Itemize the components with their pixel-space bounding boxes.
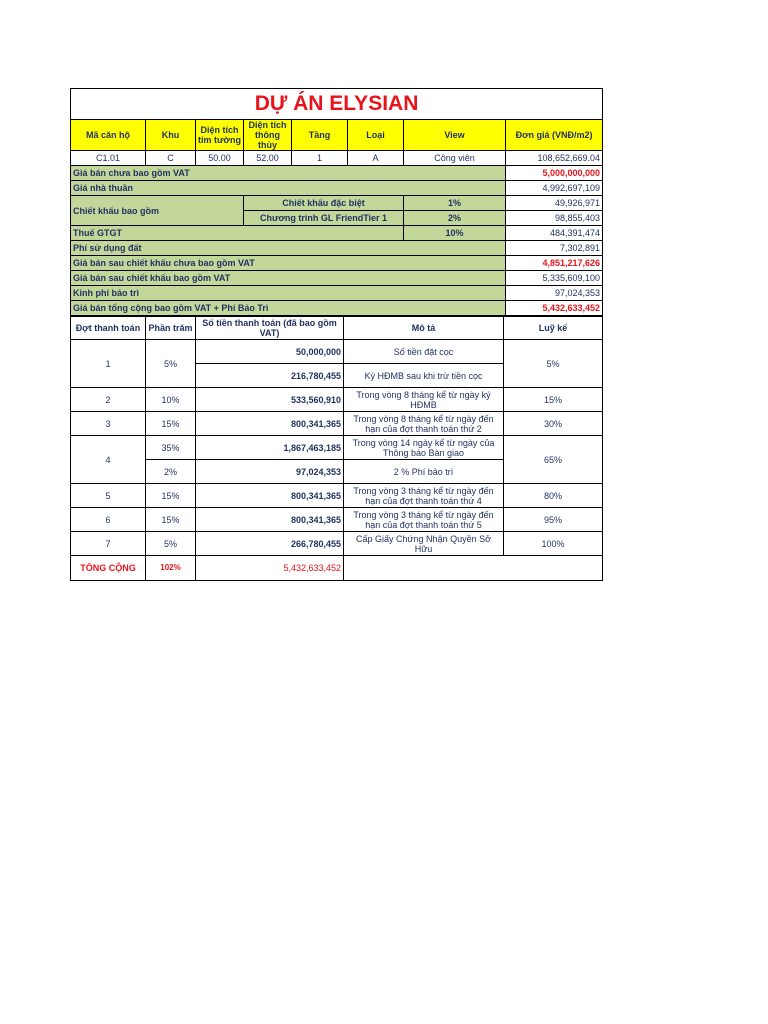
unit-zone: C <box>146 151 196 166</box>
payment-round: 3 <box>71 412 146 436</box>
vat-value: 484,391,474 <box>506 226 603 241</box>
unit-area-wall: 50.00 <box>196 151 244 166</box>
after-discount-no-vat-value: 4,851,217,626 <box>506 256 603 271</box>
unit-view: Công viên <box>404 151 506 166</box>
maintenance-fee-value: 97,024,353 <box>506 286 603 301</box>
header-view: View <box>404 120 506 151</box>
discount-label: Chiết khấu bao gồm <box>71 196 244 226</box>
payment-round: 5 <box>71 484 146 508</box>
payment-percent: 35% <box>146 436 196 460</box>
payment-round: 1 <box>71 340 146 388</box>
discount-special-label: Chiết khấu đặc biệt <box>244 196 404 211</box>
payment-cumulative: 80% <box>504 484 603 508</box>
payment-amount: 1,867,463,185 <box>196 436 344 460</box>
table-row <box>71 484 603 508</box>
payment-cumulative: 100% <box>504 532 603 556</box>
land-fee-label: Phí sử dụng đất <box>71 241 506 256</box>
payment-percent: 5% <box>146 532 196 556</box>
payment-round: 7 <box>71 532 146 556</box>
payment-cumulative: 15% <box>504 388 603 412</box>
after-discount-vat-value: 5,335,609,100 <box>506 271 603 286</box>
header-floor: Tầng <box>292 120 348 151</box>
discount-program-pct: 2% <box>404 211 506 226</box>
payment-desc: Trong vòng 8 tháng kể từ ngày ký HĐMB <box>344 388 504 412</box>
total-percent: 102% <box>146 556 196 581</box>
maintenance-fee-label: Kinh phí bảo trì <box>71 286 506 301</box>
net-price-value: 4,992,697,109 <box>506 181 603 196</box>
vat-pct: 10% <box>404 226 506 241</box>
payment-percent: 15% <box>146 412 196 436</box>
payment-cumulative: 5% <box>504 340 603 388</box>
net-price-label: Giá nhà thuần <box>71 181 506 196</box>
header-type: Loại <box>348 120 404 151</box>
unit-type: A <box>348 151 404 166</box>
table-row <box>71 412 603 436</box>
unit-area-clear: 52.00 <box>244 151 292 166</box>
total-price-label: Giá bán tổng cộng bao gồm VAT + Phí Bảo Trì <box>71 301 506 316</box>
table-row <box>71 532 603 556</box>
payment-amount: 800,341,365 <box>196 508 344 532</box>
discount-special-value: 49,926,971 <box>506 196 603 211</box>
payment-desc: Trong vòng 3 tháng kể từ ngày đến hạn của đợt thanh toán thứ 4 <box>344 484 504 508</box>
payment-amount: 50,000,000 <box>196 340 344 364</box>
before-vat-label: Giá bán chưa bao gồm VAT <box>71 166 506 181</box>
table-row <box>71 436 603 460</box>
payment-round: 4 <box>71 436 146 484</box>
payment-amount: 216,780,455 <box>196 364 344 388</box>
payment-amount: 266,780,455 <box>196 532 344 556</box>
price-sheet <box>70 88 602 581</box>
land-fee-value: 7,302,891 <box>506 241 603 256</box>
table-row <box>71 388 603 412</box>
payment-desc: Trong vòng 14 ngày kể từ ngày của Thông báo Bàn giao <box>344 436 504 460</box>
page-title: DỰ ÁN ELYSIAN <box>71 89 603 120</box>
payment-desc: Trong vòng 8 tháng kể từ ngày đến hạn của đợt thanh toán thứ 2 <box>344 412 504 436</box>
table-row <box>71 340 603 364</box>
payment-amount: 800,341,365 <box>196 412 344 436</box>
payment-desc: Trong vòng 3 tháng kể từ ngày đến hạn của đợt thanh toán thứ 5 <box>344 508 504 532</box>
payment-desc: Số tiền đặt cọc <box>344 340 504 364</box>
after-discount-vat-label: Giá bán sau chiết khấu bao gồm VAT <box>71 271 506 286</box>
discount-special-pct: 1% <box>404 196 506 211</box>
payment-desc: 2 % Phí bảo trì <box>344 460 504 484</box>
payment-desc: Cấp Giấy Chứng Nhận Quyền Sở Hữu <box>344 532 504 556</box>
header-zone: Khu <box>146 120 196 151</box>
total-label: TỔNG CỘNG <box>71 556 146 581</box>
unit-code: C1.01 <box>71 151 146 166</box>
header-payment-desc: Mô tả <box>344 317 504 340</box>
payment-percent: 5% <box>146 340 196 388</box>
total-amount: 5,432,633,452 <box>196 556 344 581</box>
total-empty-cell <box>344 556 603 581</box>
payment-amount: 533,560,910 <box>196 388 344 412</box>
unit-price: 108,652,669.04 <box>506 151 603 166</box>
unit-floor: 1 <box>292 151 348 166</box>
header-payment-percent: Phần trăm <box>146 317 196 340</box>
header-unit-code: Mã căn hộ <box>71 120 146 151</box>
payment-percent: 15% <box>146 508 196 532</box>
header-payment-cumulative: Luỹ kế <box>504 317 603 340</box>
total-price-value: 5,432,633,452 <box>506 301 603 316</box>
before-vat-value: 5,000,000,000 <box>506 166 603 181</box>
discount-program-label: Chương trình GL FriendTier 1 <box>244 211 404 226</box>
payment-cumulative: 65% <box>504 436 603 484</box>
pricing-table <box>70 88 603 316</box>
header-payment-round: Đợt thanh toán <box>71 317 146 340</box>
discount-program-value: 98,855,403 <box>506 211 603 226</box>
payment-cumulative: 95% <box>504 508 603 532</box>
after-discount-no-vat-label: Giá bán sau chiết khấu chưa bao gồm VAT <box>71 256 506 271</box>
header-area-wall: Diện tích tim tường <box>196 120 244 151</box>
payment-desc: Ký HĐMB sau khi trừ tiền cọc <box>344 364 504 388</box>
total-row <box>71 556 603 581</box>
payment-round: 2 <box>71 388 146 412</box>
payment-cumulative: 30% <box>504 412 603 436</box>
header-payment-amount: Số tiền thanh toán (đã bao gồm VAT) <box>196 317 344 340</box>
payment-percent: 2% <box>146 460 196 484</box>
payment-percent: 10% <box>146 388 196 412</box>
vat-label: Thuế GTGT <box>71 226 404 241</box>
header-unit-price: Đơn giá (VNĐ/m2) <box>506 120 603 151</box>
payment-percent: 15% <box>146 484 196 508</box>
payment-amount: 97,024,353 <box>196 460 344 484</box>
header-area-clear: Diện tích thông thủy <box>244 120 292 151</box>
payment-schedule-table <box>70 316 603 581</box>
table-row <box>71 508 603 532</box>
payment-amount: 800,341,365 <box>196 484 344 508</box>
payment-round: 6 <box>71 508 146 532</box>
